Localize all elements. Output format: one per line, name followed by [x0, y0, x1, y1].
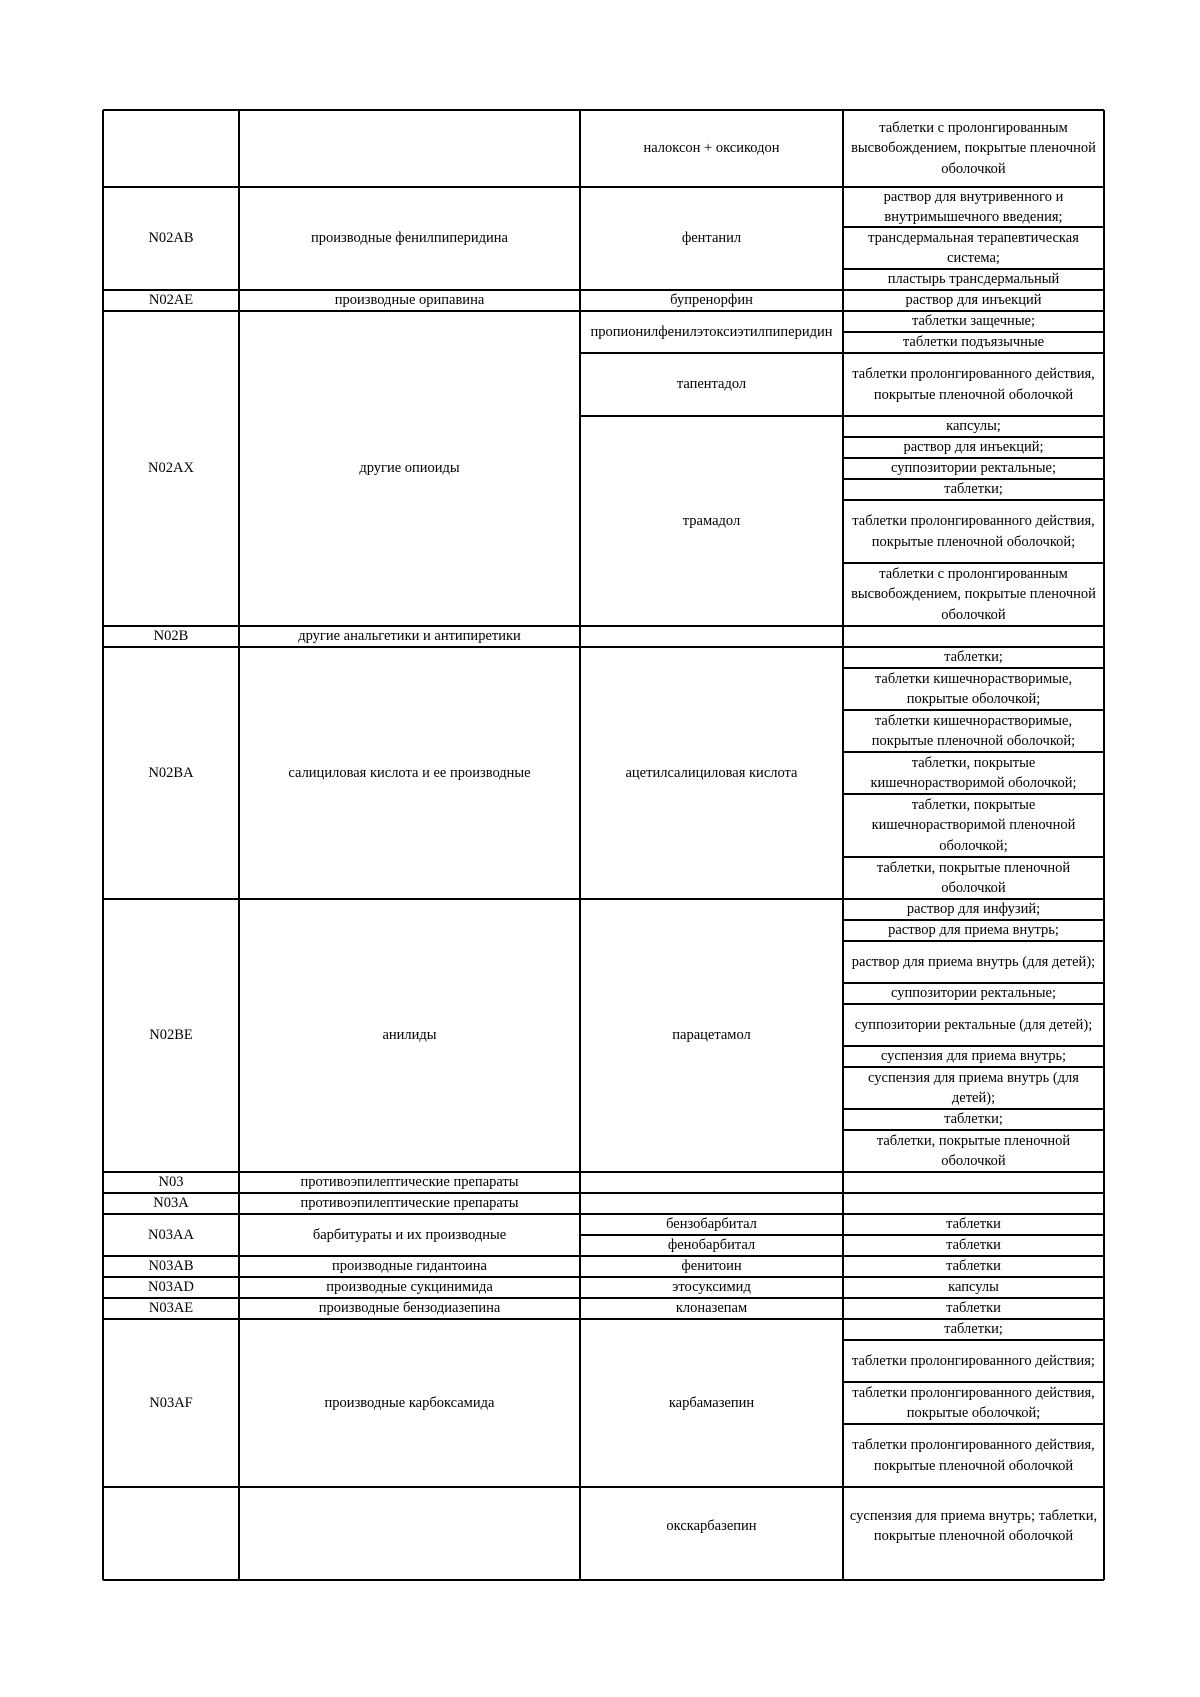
dosage-form: суппозитории ректальные (для детей); [854, 1016, 1093, 1033]
group-name [239, 1487, 580, 1565]
atc-code: N02BE [149, 1027, 193, 1044]
dosage-form: таблетки, покрытые пленочной оболочкой [876, 1132, 1071, 1169]
dosage-form: таблетки пролонгированного действия, покрытые оболочкой; [852, 1384, 1095, 1421]
drug-name [580, 626, 843, 647]
atc-code: N03AA [148, 1226, 194, 1243]
drug-name: тапентадол [676, 376, 747, 393]
dosage-form: раствор для приема внутрь (для детей); [851, 953, 1096, 970]
drug-name [580, 1193, 843, 1214]
dosage-form: таблетки кишечнорастворимые, покрытые оболочкой; [874, 670, 1073, 707]
group-name: другие опиоиды [359, 460, 460, 477]
group-name: салициловая кислота и ее производные [288, 764, 531, 781]
dosage-form: суппозитории ректальные; [891, 985, 1056, 1002]
group-name: барбитураты и их производные [312, 1226, 507, 1243]
dosage-form [843, 626, 1104, 647]
dosage-form: таблетки с пролонгированным высвобождением, покрытые пленочной оболочкой [851, 565, 1096, 623]
dosage-form: таблетки с пролонгированным высвобождением, покрытые пленочной оболочкой [851, 119, 1096, 177]
dosage-form: капсулы [948, 1279, 999, 1296]
drug-name: налоксон + оксикодон [643, 140, 780, 157]
drug-name: парацетамол [672, 1027, 751, 1044]
dosage-form: таблетки; [944, 481, 1003, 498]
drug-name: трамадол [682, 512, 741, 529]
group-name: противоэпилептические препараты [300, 1174, 519, 1191]
atc-code: N02B [153, 628, 189, 645]
dosage-form: суспензия для приема внутрь (для детей); [868, 1069, 1079, 1106]
atc-code: N03A [153, 1195, 189, 1212]
drug-name: пропионилфенилэтоксиэтилпиперидин [590, 323, 833, 340]
dosage-form: раствор для инъекций [905, 292, 1042, 309]
group-name: производные орипавина [334, 292, 485, 309]
dosage-form [843, 1193, 1104, 1214]
drug-name: карбамазепин [668, 1394, 755, 1411]
group-name: производные гидантоина [332, 1258, 487, 1275]
atc-code: N02AX [148, 460, 194, 477]
dosage-form: таблетки [946, 1216, 1001, 1233]
atc-code [103, 1487, 239, 1565]
dosage-form: суспензия для приема внутрь; [880, 1048, 1067, 1065]
dosage-form: таблетки пролонгированного действия; [852, 1352, 1095, 1369]
dosage-form: таблетки пролонгированного действия, покрытые пленочной оболочкой [852, 366, 1095, 403]
group-name [239, 110, 580, 187]
group-name: анилиды [382, 1027, 437, 1044]
dosage-form: таблетки, покрытые пленочной оболочкой [876, 859, 1071, 896]
atc-code: N02BA [148, 764, 194, 781]
dosage-form: таблетки [946, 1300, 1001, 1317]
drug-name [580, 1172, 843, 1193]
dosage-form: таблетки пролонгированного действия, покрытые пленочной оболочкой; [852, 513, 1095, 550]
dosage-form: таблетки защечные; [911, 313, 1036, 330]
dosage-form: таблетки пролонгированного действия, покрытые пленочной оболочкой [852, 1437, 1095, 1474]
group-name: производные бензодиазепина [318, 1300, 501, 1317]
atc-code: N02AB [148, 230, 194, 247]
atc-code: N02AE [148, 292, 194, 309]
atc-code: N03 [158, 1174, 184, 1191]
drug-name: фенитоин [681, 1258, 742, 1275]
group-name: производные карбоксамида [324, 1394, 495, 1411]
dosage-form: суспензия для приема внутрь; таблетки, покрытые пленочной оболочкой [849, 1507, 1098, 1544]
drug-name: ацетилсалициловая кислота [625, 764, 798, 781]
drug-name: окскарбазепин [666, 1517, 757, 1534]
dosage-form: раствор для инъекций; [903, 439, 1044, 456]
atc-code: N03AE [148, 1300, 194, 1317]
group-name: противоэпилептические препараты [300, 1195, 519, 1212]
dosage-form: раствор для инфузий; [906, 901, 1041, 918]
dosage-form: таблетки; [944, 649, 1003, 666]
dosage-form: таблетки [946, 1258, 1001, 1275]
dosage-form: таблетки кишечнорастворимые, покрытые пленочной оболочкой; [871, 712, 1076, 749]
drug-name: фенобарбитал [667, 1237, 756, 1254]
dosage-form: капсулы; [946, 418, 1001, 435]
atc-code: N03AF [149, 1394, 193, 1411]
dosage-form: раствор для внутривенного и внутримышечного введения; [883, 188, 1064, 225]
dosage-form: таблетки [946, 1237, 1001, 1254]
drug-name: бупренорфин [670, 292, 753, 309]
dosage-form: таблетки; [944, 1111, 1003, 1128]
dosage-form: суппозитории ректальные; [891, 460, 1056, 477]
group-name: производные сукцинимида [326, 1279, 493, 1296]
drug-name: этосуксимид [672, 1279, 751, 1296]
atc-code [103, 110, 239, 187]
dosage-form: раствор для приема внутрь; [888, 922, 1059, 939]
atc-code: N03AD [148, 1279, 194, 1296]
dosage-form: таблетки, покрытые кишечнорастворимой пленочной оболочкой; [871, 796, 1076, 854]
group-name: другие анальгетики и антипиретики [298, 628, 521, 645]
dosage-form: таблетки; [944, 1321, 1003, 1338]
drug-name: клоназепам [675, 1300, 748, 1317]
dosage-form: таблетки, покрытые кишечнорастворимой оболочкой; [870, 754, 1077, 791]
dosage-form: пластырь трансдермальный [887, 271, 1060, 288]
drug-name: бензобарбитал [666, 1216, 757, 1233]
atc-code: N03AB [148, 1258, 194, 1275]
dosage-form: таблетки подъязычные [902, 334, 1045, 351]
dosage-form: трансдермальная терапевтическая система; [868, 229, 1079, 266]
drug-name: фентанил [681, 230, 742, 247]
group-name: производные фенилпиперидина [311, 230, 508, 247]
dosage-form [843, 1172, 1104, 1193]
